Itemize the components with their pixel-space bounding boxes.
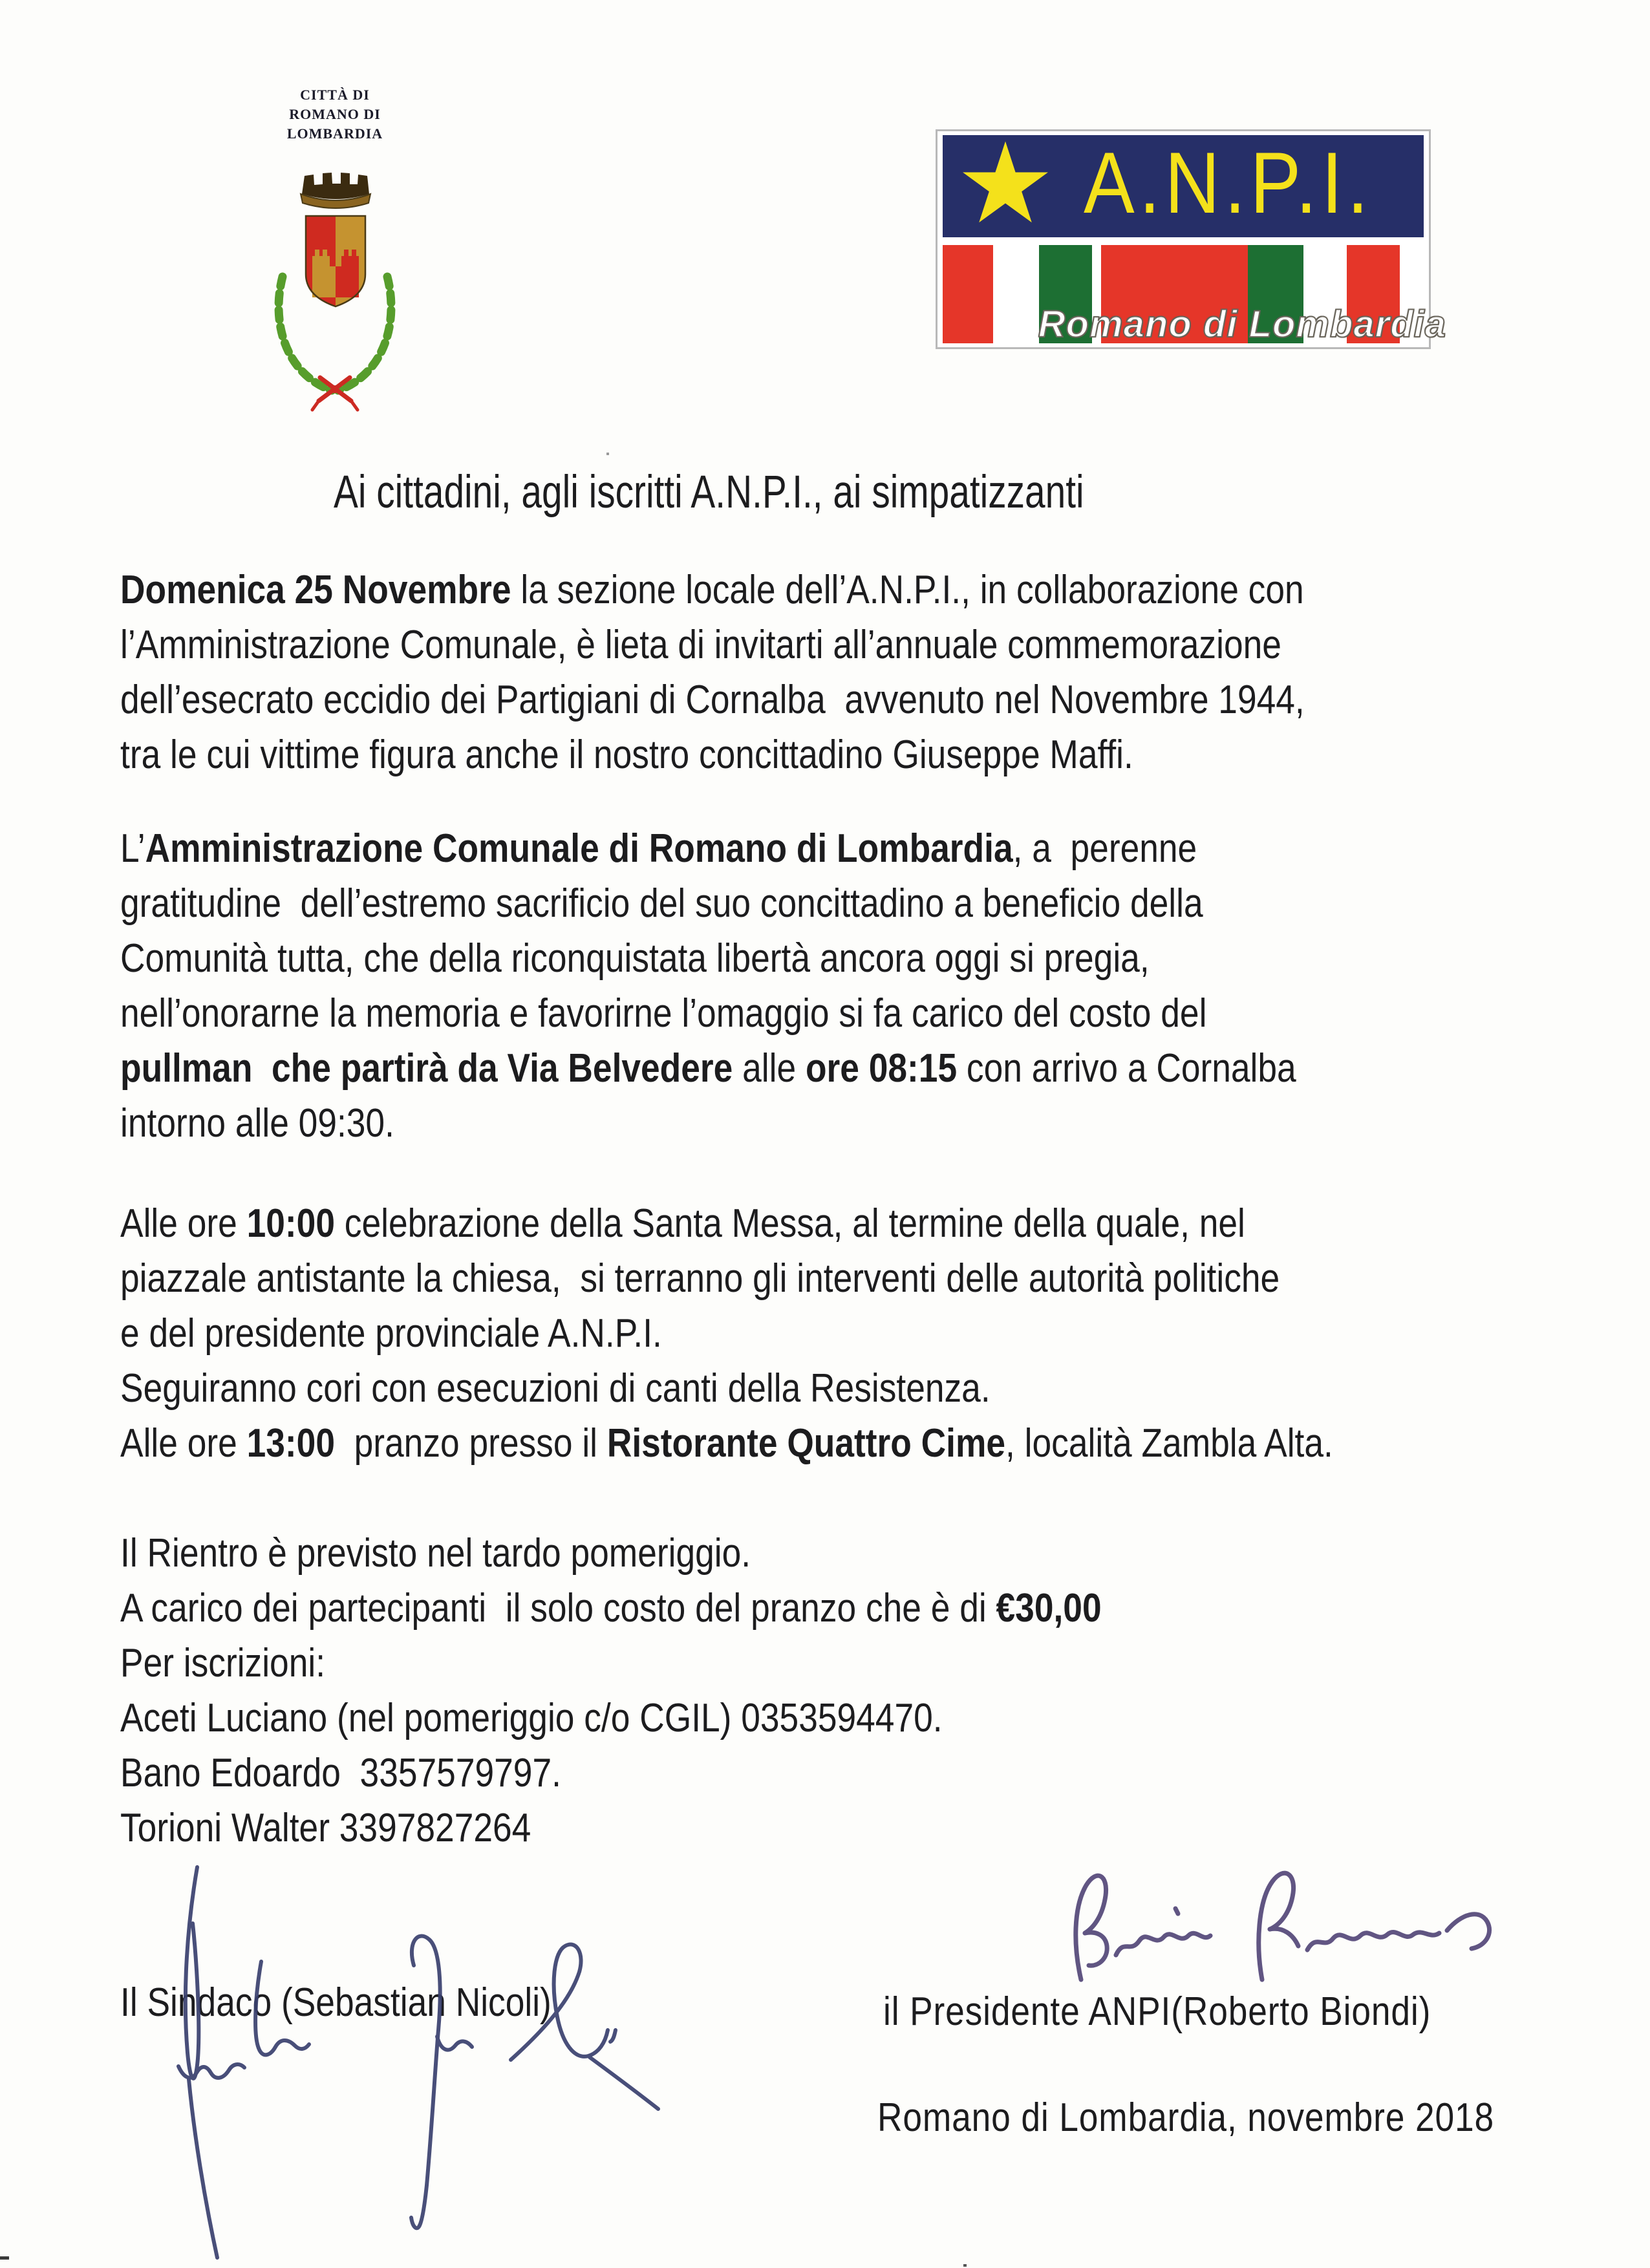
body-line xyxy=(120,1801,531,1856)
text-run: Per iscrizioni: xyxy=(120,1641,326,1685)
text-run: , a perenne xyxy=(1012,826,1197,871)
text-run: gratitudine dell’estremo sacrificio del suo concittadino a beneficio della xyxy=(120,881,1203,926)
text-run: alle xyxy=(733,1046,806,1091)
paragraph xyxy=(120,562,1530,782)
text-run: Alle ore xyxy=(120,1201,247,1246)
letter-paragraphs xyxy=(120,562,1530,1856)
scan-artifact xyxy=(606,453,609,455)
text-run: dell’esecrato eccidio dei Partigiani di Cornalba avvenuto nel Novembre 1944, xyxy=(120,678,1305,722)
mayor-signature xyxy=(178,1867,658,2258)
text-run: e del presidente provinciale A.N.P.I. xyxy=(120,1311,662,1356)
bold-text-run: ore 08:15 xyxy=(805,1046,958,1091)
salutation-heading: Ai cittadini, agli iscritti A.N.P.I., ai simpatizzanti xyxy=(334,467,1084,518)
text-run: nell’onorarne la memoria e favorirne l’omaggio si fa carico del costo del xyxy=(120,991,1207,1036)
text-run: l’Amministrazione Comunale, è lieta di invitarti all’annuale commemorazione xyxy=(120,623,1281,667)
body-line xyxy=(120,672,1305,727)
letter-content xyxy=(120,0,1530,1856)
bold-text-run: Domenica 25 Novembre xyxy=(120,568,511,612)
body-line xyxy=(120,1636,325,1691)
body-line xyxy=(120,1581,1102,1636)
text-run: intorno alle 09:30. xyxy=(120,1101,394,1146)
body-line xyxy=(120,821,1197,876)
paragraph xyxy=(120,821,1530,1151)
bold-text-run: €30,00 xyxy=(996,1586,1102,1631)
text-run: Bano Edoardo 3357579797. xyxy=(120,1751,561,1795)
body-line xyxy=(120,1691,943,1746)
mayor-signature-label: Il Sindaco (Sebastian Nicoli) xyxy=(120,1980,552,2025)
crest-title-line2: ROMANO DI LOMBARDIA xyxy=(286,106,383,142)
president-signature xyxy=(1076,1873,1490,1980)
bold-text-run: 10:00 xyxy=(246,1201,335,1246)
president-signature-label: il Presidente ANPI(Roberto Biondi) xyxy=(883,1989,1431,2034)
body-line xyxy=(120,1306,662,1361)
text-run: piazzale antistante la chiesa, si terranno gli interventi delle autorità politiche xyxy=(120,1256,1280,1301)
text-run: L’ xyxy=(120,826,145,871)
body-line xyxy=(120,986,1206,1041)
body-line xyxy=(120,1526,751,1581)
text-run: A carico dei partecipanti il solo costo del pranzo che è di xyxy=(120,1586,996,1631)
text-run: Alle ore xyxy=(120,1421,247,1466)
bold-text-run: 13:00 xyxy=(246,1421,335,1466)
text-run: tra le cui vittime figura anche il nostro concittadino Giuseppe Maffi. xyxy=(120,733,1133,777)
text-run: con arrivo a Cornalba xyxy=(957,1046,1296,1091)
body-line xyxy=(120,931,1150,986)
text-run: Aceti Luciano (nel pomeriggio c/o CGIL) 0353594470. xyxy=(120,1696,943,1740)
body-line xyxy=(120,1361,991,1416)
text-run: Seguiranno cori con esecuzioni di canti della Resistenza. xyxy=(120,1366,991,1411)
paragraph xyxy=(120,1196,1530,1471)
bold-text-run: Amministrazione Comunale di Romano di Lombardia xyxy=(145,826,1013,871)
scan-artifact xyxy=(0,2256,9,2260)
text-run: pranzo presso il xyxy=(334,1421,607,1466)
body-line xyxy=(120,1251,1280,1306)
anpi-subtitle: Romano di Lombardia xyxy=(1038,303,1447,345)
text-run: Comunità tutta, che della riconquistata libertà ancora oggi si pregia, xyxy=(120,936,1150,981)
bold-text-run: Ristorante Quattro Cime xyxy=(606,1421,1006,1466)
body-line xyxy=(120,617,1281,672)
bold-text-run: pullman che partirà da Via Belvedere xyxy=(120,1046,733,1091)
body-line xyxy=(120,1196,1245,1251)
body-line xyxy=(120,562,1304,617)
text-run: Il Rientro è previsto nel tardo pomeriggio. xyxy=(120,1531,751,1576)
anpi-acronym: A.N.P.I. xyxy=(1084,134,1373,232)
paragraph xyxy=(120,1526,1530,1856)
body-line xyxy=(120,727,1133,782)
body-line xyxy=(120,1096,394,1151)
text-run: celebrazione della Santa Messa, al termine della quale, nel xyxy=(334,1201,1245,1246)
text-run: , località Zambla Alta. xyxy=(1005,1421,1333,1466)
scan-artifact xyxy=(963,2264,967,2267)
body-line xyxy=(120,876,1203,931)
text-run: la sezione locale dell’A.N.P.I., in collaborazione con xyxy=(511,568,1304,612)
crest-title-line1: CITTÀ DI xyxy=(300,87,370,103)
body-line xyxy=(120,1041,1296,1096)
place-date-line: Romano di Lombardia, novembre 2018 xyxy=(877,2095,1495,2140)
body-line xyxy=(120,1746,561,1801)
text-run: Torioni Walter 3397827264 xyxy=(120,1806,531,1850)
body-line xyxy=(120,1416,1333,1471)
